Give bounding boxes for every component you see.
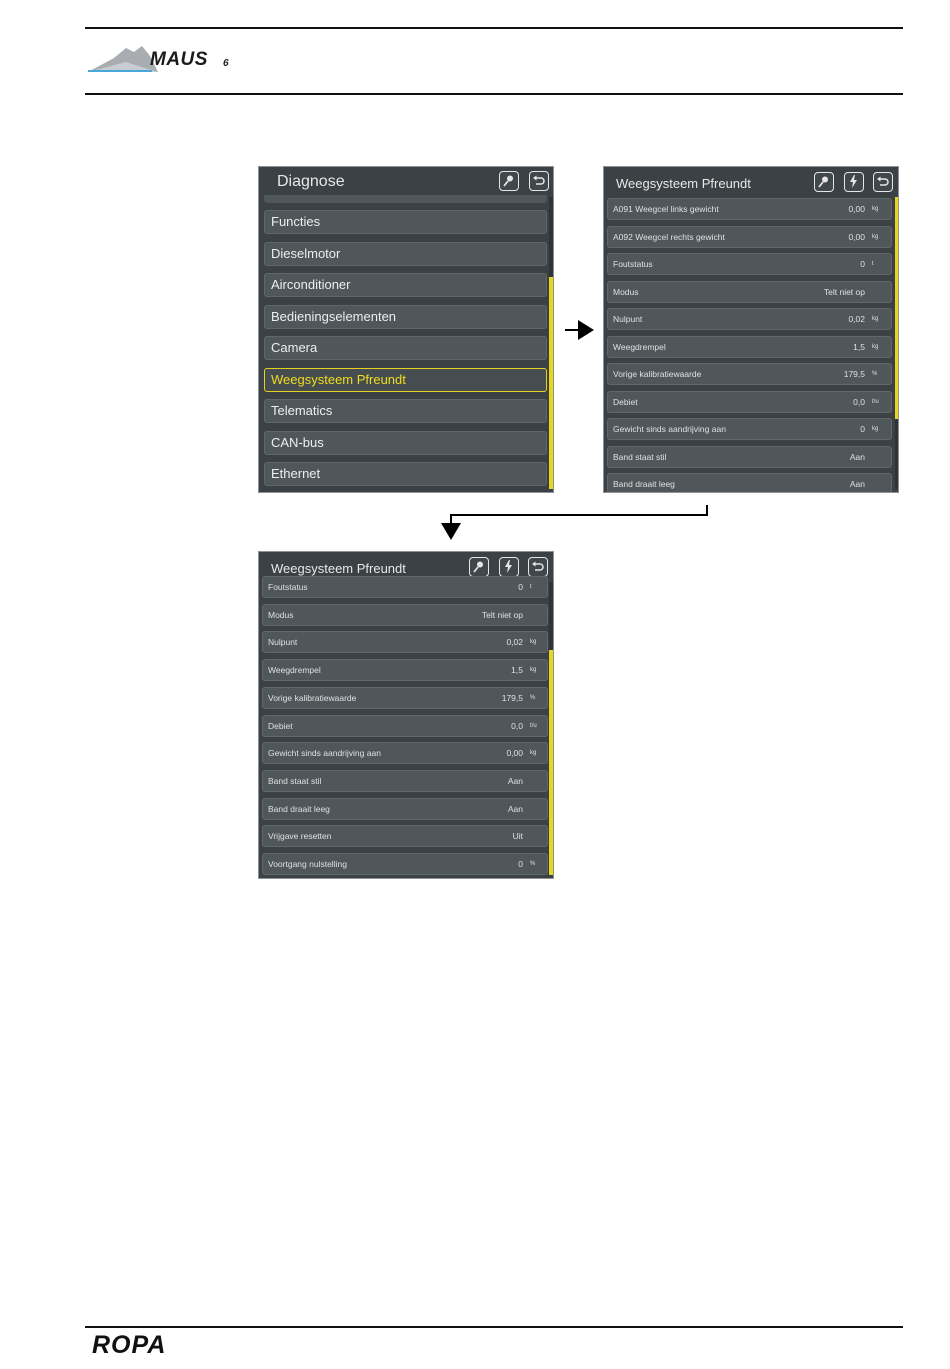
menu-item[interactable]: Weegsysteem Pfreundt xyxy=(264,368,547,392)
menu-item[interactable]: Functies xyxy=(264,210,547,234)
back-arrow-icon xyxy=(532,174,545,187)
parameter-row[interactable] xyxy=(607,253,892,275)
parameter-row[interactable] xyxy=(262,770,548,792)
key-button[interactable] xyxy=(499,171,519,191)
parameter-row[interactable] xyxy=(607,391,892,413)
parameter-label: Nulpunt xyxy=(268,637,298,648)
parameter-label: Nulpunt xyxy=(613,314,643,324)
menu-item[interactable]: Dieselmotor xyxy=(264,242,547,266)
parameter-label: Band draait leeg xyxy=(613,479,675,489)
scrollbar-thumb[interactable] xyxy=(549,650,553,875)
parameter-label: Modus xyxy=(613,286,639,297)
arrow-right-head-icon xyxy=(578,320,594,340)
parameter-value: 0,02 xyxy=(506,637,523,648)
weegsysteem-screen-scrolled xyxy=(258,551,554,879)
parameter-value: Aan xyxy=(849,451,865,462)
parameter-value: 0,00 xyxy=(848,204,865,214)
parameter-label: Debiet xyxy=(613,396,638,407)
parameter-value: 179,5 xyxy=(501,692,523,703)
back-arrow-icon xyxy=(531,560,544,573)
scrollbar-thumb[interactable] xyxy=(895,197,899,419)
parameter-row[interactable] xyxy=(262,659,548,681)
parameter-value: Uit xyxy=(512,831,523,842)
menu-item[interactable]: CAN-bus xyxy=(264,431,547,455)
parameter-label: Gewicht sinds aandrijving aan xyxy=(613,424,726,434)
parameter-label: Debiet xyxy=(268,720,293,731)
parameter-row[interactable] xyxy=(607,473,892,493)
parameter-value: 1,5 xyxy=(511,665,523,676)
header-bottom-rule xyxy=(85,93,903,95)
parameter-label: Foutstatus xyxy=(268,582,308,592)
key-icon xyxy=(472,560,485,573)
parameter-value: 0 xyxy=(860,424,865,434)
footer-brand: ROPA xyxy=(92,1331,167,1359)
key-icon xyxy=(817,175,830,188)
menu-item[interactable]: Bedieningselementen xyxy=(264,305,547,329)
parameter-value: 0 xyxy=(860,259,865,269)
parameter-label: A092 Weegcel rechts gewicht xyxy=(613,231,725,242)
parameter-value: 179,5 xyxy=(843,369,865,379)
parameter-unit: t xyxy=(872,261,874,267)
menu-item[interactable]: Camera xyxy=(264,336,547,360)
screen-title: Weegsysteem Pfreundt xyxy=(616,176,751,191)
parameter-row[interactable] xyxy=(262,798,548,820)
parameter-label: Band staat stil xyxy=(268,775,322,786)
parameter-label: Gewicht sinds aandrijving aan xyxy=(268,748,381,759)
parameter-value: 0,02 xyxy=(848,314,865,324)
parameter-label: Band draait leeg xyxy=(268,803,330,814)
parameter-unit: t/u xyxy=(872,398,879,405)
parameter-row[interactable] xyxy=(607,363,892,385)
menu-item[interactable]: Telematics xyxy=(264,399,547,423)
back-arrow-icon xyxy=(876,175,889,188)
parameter-row[interactable] xyxy=(262,687,548,709)
parameter-unit: kg xyxy=(872,426,879,432)
back-button[interactable] xyxy=(873,172,893,192)
parameter-unit: t/u xyxy=(530,722,537,729)
scrollbar-thumb[interactable] xyxy=(549,277,553,489)
weegsysteem-screen-top xyxy=(603,166,899,493)
parameter-row[interactable] xyxy=(607,281,892,303)
footer-rule xyxy=(85,1326,903,1328)
parameter-value: 0,00 xyxy=(506,748,523,759)
parameter-label: Voortgang nulstelling xyxy=(268,859,347,869)
parameter-value: 0,0 xyxy=(853,396,865,407)
diagnose-screen xyxy=(258,166,554,493)
parameter-row[interactable] xyxy=(607,226,892,248)
parameter-value: 0 xyxy=(518,582,523,592)
parameter-label: Foutstatus xyxy=(613,259,653,269)
parameter-unit: kg xyxy=(530,639,537,646)
parameter-unit: kg xyxy=(530,750,537,757)
parameter-unit: kg xyxy=(872,206,879,212)
parameter-label: Vorige kalibratiewaarde xyxy=(268,692,357,703)
parameter-row[interactable] xyxy=(262,715,548,737)
parameter-row[interactable] xyxy=(607,418,892,440)
parameter-unit: kg xyxy=(872,233,879,240)
logo-text: MAUS xyxy=(150,49,208,70)
key-button[interactable] xyxy=(814,172,834,192)
parameter-unit: % xyxy=(530,861,536,867)
parameter-label: A091 Weegcel links gewicht xyxy=(613,204,719,214)
key-icon xyxy=(502,174,515,187)
parameter-label: Weegdrempel xyxy=(268,665,321,676)
parameter-row[interactable] xyxy=(607,336,892,358)
parameter-row[interactable] xyxy=(607,308,892,330)
screen-title: Diagnose xyxy=(277,173,345,190)
parameter-value: 0,00 xyxy=(848,231,865,242)
parameter-unit: % xyxy=(530,694,536,701)
screen-title: Weegsysteem Pfreundt xyxy=(271,561,406,576)
parameter-row[interactable] xyxy=(262,825,548,847)
arrow-down-connector-horizontal xyxy=(450,514,708,516)
parameter-value: 0,0 xyxy=(511,720,523,731)
parameter-row[interactable] xyxy=(262,742,548,764)
parameter-value: Aan xyxy=(849,479,865,489)
parameter-label: Weegdrempel xyxy=(613,341,666,352)
logo-subtext: 6 xyxy=(223,58,229,69)
parameter-row[interactable] xyxy=(262,631,548,653)
header-top-rule xyxy=(85,27,903,29)
parameter-unit: kg xyxy=(872,316,879,322)
parameter-unit: kg xyxy=(872,343,879,350)
back-button[interactable] xyxy=(528,557,548,577)
back-button[interactable] xyxy=(529,171,549,191)
menu-item[interactable]: Airconditioner xyxy=(264,273,547,297)
parameter-row[interactable] xyxy=(262,576,548,598)
parameter-label: Band staat stil xyxy=(613,451,667,462)
parameter-label: Vorige kalibratiewaarde xyxy=(613,369,702,379)
parameter-unit: % xyxy=(872,371,878,377)
arrow-down-head-icon xyxy=(441,523,461,540)
parameter-unit: t xyxy=(530,584,532,590)
parameter-unit: kg xyxy=(530,667,537,674)
parameter-value: Telt niet op xyxy=(823,286,865,297)
parameter-value: 1,5 xyxy=(853,341,865,352)
flash-button[interactable] xyxy=(499,557,519,577)
parameter-value: 0 xyxy=(518,859,523,869)
arrow-right-line xyxy=(565,329,579,331)
partial-item xyxy=(264,195,547,203)
flash-button[interactable] xyxy=(844,172,864,192)
menu-item[interactable]: Ethernet xyxy=(264,462,547,486)
parameter-row[interactable] xyxy=(607,446,892,468)
flash-icon xyxy=(502,560,515,573)
parameter-label: Vrijgave resetten xyxy=(268,831,332,842)
parameter-value: Aan xyxy=(507,775,523,786)
parameter-value: Telt niet op xyxy=(481,609,523,620)
parameter-row[interactable] xyxy=(262,853,548,875)
parameter-row[interactable] xyxy=(262,604,548,626)
key-button[interactable] xyxy=(469,557,489,577)
parameter-value: Aan xyxy=(507,803,523,814)
parameter-row[interactable] xyxy=(607,198,892,220)
flash-icon xyxy=(847,175,860,188)
parameter-label: Modus xyxy=(268,609,294,620)
